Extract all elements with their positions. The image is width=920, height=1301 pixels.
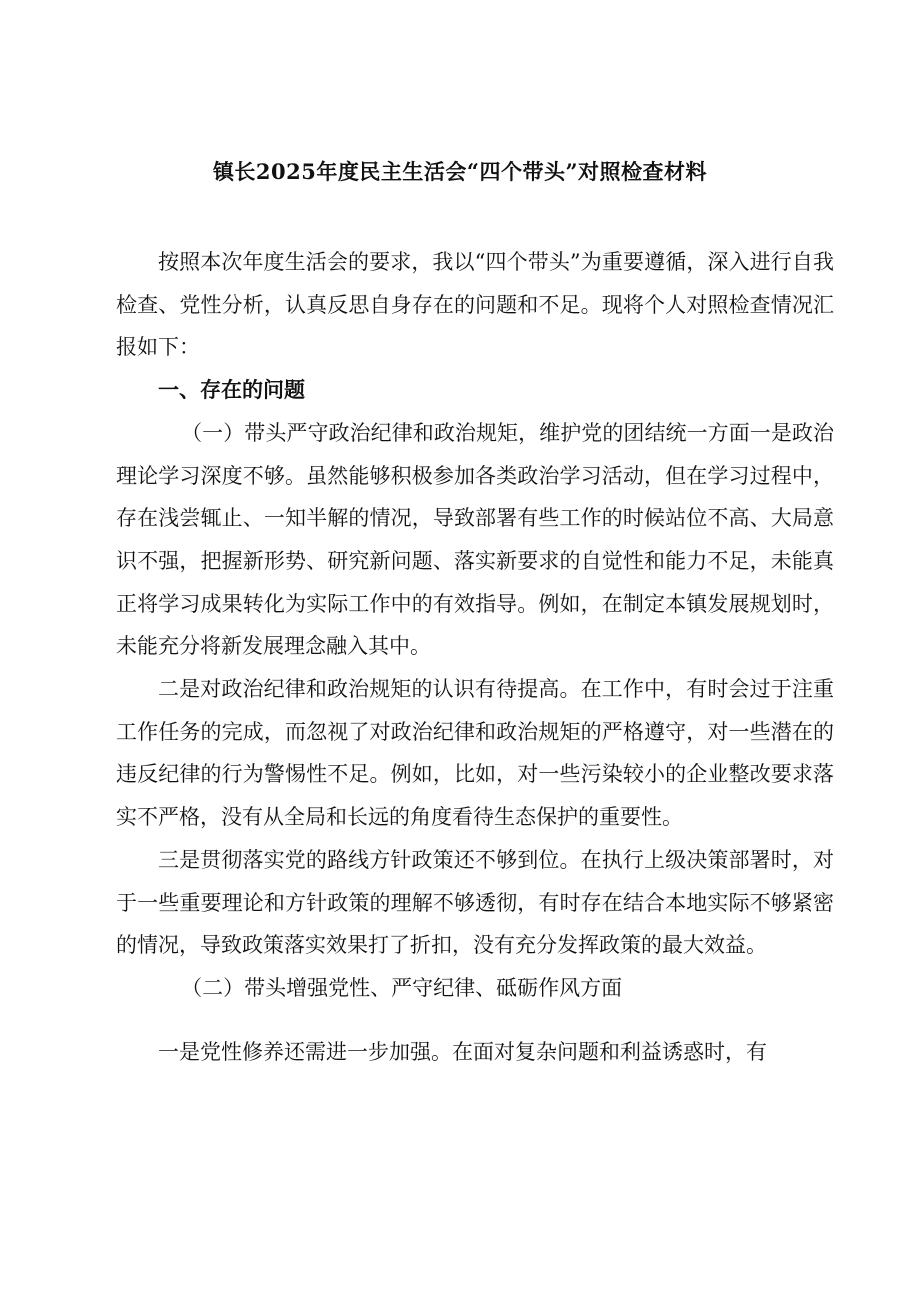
document-title: 镇长2025年度民主生活会“四个带头”对照检查材料 [212,159,708,184]
intro-paragraph: 按照本次年度生活会的要求，我以“四个带头”为重要遵循，深入进行自我检查、党性分析，认真反思自身存在的问题和不足。现将个人对照检查情况汇报如下： [116,250,834,360]
section-heading-problems: 一、存在的问题 [158,377,305,403]
paragraph-point-2: 二是对政治纪律和政治规矩的认识有待提高。在工作中，有时会过于注重工作任务的完成，而忽视了对政治纪律和政治规矩的严格遵守，对一些潜在的违反纪律的行为警惕性不足。例如，比如，对一些污染较小的企业整改要求落实不严格，没有从全局和长远的角度看待生态保护的重要性。 [116,677,834,830]
paragraph-point-3: 三是贯彻落实党的路线方针政策还不够到位。在执行上级决策部署时，对于一些重要理论和方针政策的理解不够透彻，有时存在结合本地实际不够紧密的情况，导致政策落实效果打了折扣，没有充分发挥政策的最大效益。 [116,847,834,958]
subsection-paragraph-1: （一）带头严守政治纪律和政治规矩，维护党的团结统一方面一是政治理论学习深度不够。虽然能够积极参加各类政治学习活动，但在学习过程中，存在浅尝辄止、一知半解的情况，导致部署有些工作的时候站位不高、大局意识不强，把握新形势、研究新问题、落实新要求的自觉性和能力不足，未能真正将学习成果转化为实际工作中的有效指导。例如，在制定本镇发展规划时，未能充分将新发展理念融入其中。 [116,420,834,659]
document-body [116,241,834,1073]
paragraph-party-spirit: 一是党性修养还需进一步加强。在面对复杂问题和利益诱惑时，有 [158,1039,767,1064]
subsection-heading-2: （二）带头增强党性、严守纪律、砥砺作风方面 [181,975,623,1000]
